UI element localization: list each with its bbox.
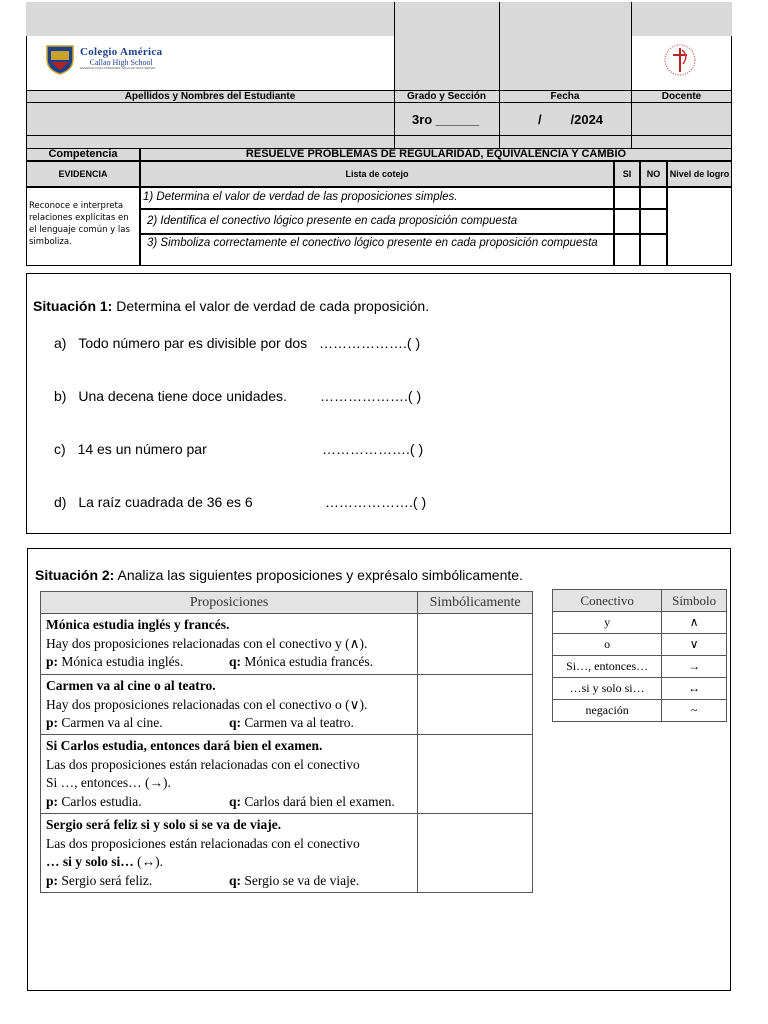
si-checkbox-2[interactable] [614,209,640,234]
q-text: Carlos dará bien el examen. [244,793,395,809]
symbol-cell: ∧ [662,612,727,634]
col-symbol: Símbolo [662,590,727,612]
proposition-explanation: Si …, entonces… (→). [46,775,171,790]
item-letter: d) [54,494,67,510]
connective-row: Si…, entonces… → [553,656,727,678]
si-label: SI [614,161,640,187]
checklist-item-2: 2) Identifica el conectivo lógico presente en cada proposición compuesta [140,209,614,234]
col-connective: Conectivo [553,590,662,612]
q-text: Sergio se va de viaje. [244,872,360,888]
competency-table [26,148,732,266]
proposition-title: Sergio será feliz si y solo si se va de viaje. [46,817,282,832]
proposition-title: Si Carlos estudia, entonces dará bien el examen. [46,738,323,753]
date-label: Fecha [550,91,580,102]
connective-row: o ∨ [553,634,727,656]
item-text: 14 es un número par [77,441,207,457]
situation-1-item-c [54,441,424,457]
truth-value-blank[interactable]: ……………….( ) [319,335,421,351]
student-name-label: Apellidos y Nombres del Estudiante [124,91,296,102]
symbol-cell: ∨ [662,634,727,656]
symbol-cell: ↔ [662,678,727,700]
situation-1-item-b [54,388,422,404]
p-text: Sergio será feliz. [61,872,153,888]
level-label: Nivel de logro [667,161,732,187]
level-cell[interactable] [667,187,732,266]
connectives-table [552,589,727,722]
p-text: Carmen va al cine. [61,715,163,730]
situation-2-text: Analiza las siguientes proposiciones y exprésalo simbólicamente. [117,567,523,583]
grade-label: Grado y Sección [407,91,486,102]
connective-row: y ∧ [553,612,727,634]
col-symbolic: Simbólicamente [418,592,533,614]
evidence-label: EVIDENCIA [26,161,140,187]
symbolic-answer-cell[interactable] [418,614,533,675]
p-text: Carlos estudia. [61,793,142,809]
situation-1-item-d [54,494,427,510]
no-checkbox-2[interactable] [640,209,667,234]
proposition-explanation: Las dos proposiciones están relacionadas con el conectivo [46,756,360,772]
competency-label: Competencia [26,148,140,161]
situation-1-text: Determina el valor de verdad de cada proposición. [116,298,430,314]
item-letter: b) [54,388,67,404]
competency-title: RESUELVE PROBLEMAS DE REGULARIDAD, EQUIVALENCIA Y CAMBIO [140,148,732,161]
si-checkbox-1[interactable] [614,187,640,209]
symbol-cell: ~ [662,700,727,722]
proposition-row: Carmen va al cine o al teatro. Hay dos proposiciones relacionadas con el conectivo o (∨). p: Carmen va al cine. q: Carmen va al teatro. [41,675,533,735]
connective-row: …si y solo si… ↔ [553,678,727,700]
truth-value-blank[interactable]: ……………….( ) [320,388,422,404]
proposition-explanation: Las dos proposiciones están relacionadas con el conectivo [46,835,360,851]
no-checkbox-3[interactable] [640,234,667,266]
item-text: Todo número par es divisible por dos [78,335,308,351]
methodist-seal-icon [659,42,701,78]
evidence-text: Reconoce e interpreta relaciones explícitas en el lenguaje común y las simboliza. [26,187,140,266]
proposition-explanation: Hay dos proposiciones relacionadas con el conectivo y (∧). [46,635,368,651]
no-checkbox-1[interactable] [640,187,667,209]
proposition-title: Carmen va al cine o al teatro. [46,678,216,693]
symbolic-answer-cell[interactable] [418,675,533,735]
si-checkbox-3[interactable] [614,234,640,266]
symbol-cell: → [662,656,727,678]
situation-1-heading [33,298,429,314]
p-text: Mónica estudia inglés. [61,654,184,669]
school-logo [44,41,182,77]
item-text: La raíz cuadrada de 36 es 6 [78,494,253,510]
symbolic-answer-cell[interactable] [418,735,533,814]
item-text: Una decena tiene doce unidades. [78,388,287,404]
grade-value[interactable]: 3ro ______ [412,112,480,127]
col-propositions: Proposiciones [41,592,418,614]
q-text: Carmen va al teatro. [244,715,354,730]
situation-1-item-a [54,335,421,351]
proposition-explanation: Hay dos proposiciones relacionadas con el conectivo o (∨). [46,696,368,712]
checklist-label: Lista de cotejo [140,161,614,187]
school-tagline: ENSEÑAR PARA APRENDER, EDUCAR PARA SERVIR [80,66,156,71]
seal-logo [659,42,701,83]
situation-2-label: Situación 2: [35,567,115,583]
proposition-row: Mónica estudia inglés y francés. Hay dos proposiciones relacionadas con el conectivo y (∧). p: Mónica estudia inglés. q: Mónica estudia francés. [41,614,533,675]
checklist-item-3: 3) Simboliza correctamente el conectivo lógico presente en cada proposición compuesta [140,234,614,266]
proposition-row: Sergio será feliz si y solo si se va de viaje. Las dos proposiciones están relacionadas con el conectivo … si y solo si… (↔). p: Sergio será feliz. q: Sergio se va de viaje. [41,814,533,893]
item-letter: c) [54,441,66,457]
q-text: Mónica estudia francés. [244,654,373,669]
teacher-label: Docente [661,91,702,102]
date-value[interactable]: / /2024 [538,112,604,127]
proposition-row: Si Carlos estudia, entonces dará bien el examen. Las dos proposiciones están relacionadas con el conectivo Si …, entonces… (→). p: Carlos estudia. q: Carlos dará bien el examen. [41,735,533,814]
situation-2-heading [35,567,523,583]
school-crest-icon [44,43,76,75]
no-label: NO [640,161,667,187]
item-letter: a) [54,335,67,351]
symbolic-answer-cell[interactable] [418,814,533,893]
propositions-table [40,591,533,893]
checklist-item-1: 1) Determina el valor de verdad de las proposiciones simples. [140,187,614,209]
school-name: Colegio América [80,46,163,59]
connective-row: negación ~ [553,700,727,722]
truth-value-blank[interactable]: ……………….( ) [325,494,427,510]
proposition-title: Mónica estudia inglés y francés. [46,617,230,632]
truth-value-blank[interactable]: ……………….( ) [322,441,424,457]
situation-1-label: Situación 1: [33,298,113,314]
school-subtitle: Callao High School [89,58,153,67]
